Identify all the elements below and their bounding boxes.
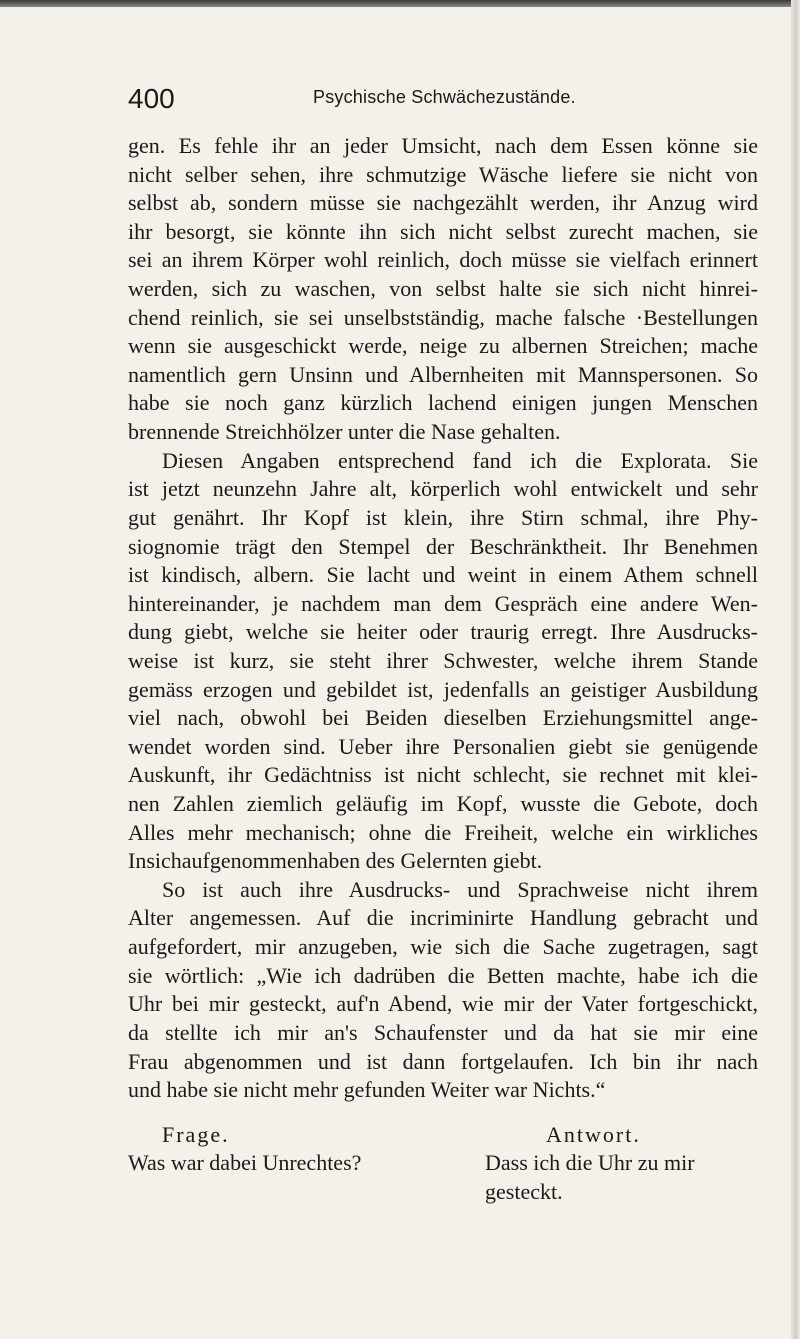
text-line: nen Zahlen ziemlich geläufig im Kopf, wusste die Gebote, doch <box>128 791 758 817</box>
answer-heading: Antwort. <box>546 1121 641 1147</box>
body-text <box>128 132 758 1207</box>
paragraph-start-line: Diesen Angaben entsprechend fand ich die Explorata. Sie <box>162 447 758 473</box>
paragraph-start-line: So ist auch ihre Ausdrucks- und Sprachweise nicht ihrem <box>162 876 758 902</box>
text-line: Auskunft, ihr Gedächtniss ist nicht schlecht, sie rechnet mit klei- <box>128 762 758 788</box>
page-header <box>128 76 758 116</box>
text-line: gut genährt. Ihr Kopf ist klein, ihre Stirn schmal, ihre Phy- <box>128 504 758 530</box>
text-line: Alles mehr mechanisch; ohne die Freiheit, welche ein wirkliches <box>128 819 758 845</box>
question-heading: Frage. <box>162 1121 230 1147</box>
text-line: habe sie noch ganz kürzlich lachend einigen jungen Menschen <box>128 390 758 416</box>
scan-top-edge <box>0 0 800 7</box>
answer-text: Dass ich die Uhr zu mir <box>485 1150 695 1176</box>
text-line: namentlich gern Unsinn und Albernheiten mit Mannspersonen. So <box>128 361 758 387</box>
qa-row <box>128 1149 758 1178</box>
text-line: da stellte ich mir an's Schaufenster und da hat sie mir eine <box>128 1019 758 1045</box>
text-line: ist kindisch, albern. Sie lacht und weint in einem Athem schnell <box>128 562 758 588</box>
scan-right-edge <box>791 0 800 1339</box>
text-line: hintereinander, je nachdem man dem Gespräch eine andere Wen- <box>128 590 758 616</box>
text-line: sie wörtlich: „Wie ich dadrüben die Betten machte, habe ich die <box>128 962 758 988</box>
text-line: viel nach, obwohl bei Beiden dieselben Erziehungsmittel ange- <box>128 705 758 731</box>
text-line: dung giebt, welche sie heiter oder traurig erregt. Ihre Ausdrucks- <box>128 619 758 645</box>
text-line: Frau abgenommen und ist dann fortgelaufen. Ich bin ihr nach <box>128 1048 758 1074</box>
text-line: selbst ab, sondern müsse sie nachgezählt werden, ihr Anzug wird <box>128 190 758 216</box>
text-line: aufgefordert, mir anzugeben, wie sich die Sache zugetragen, sagt <box>128 934 758 960</box>
text-line: nicht selber sehen, ihre schmutzige Wäsche liefere sie nicht von <box>128 161 758 187</box>
text-line: ist jetzt neunzehn Jahre alt, körperlich wohl entwickelt und sehr <box>128 476 758 502</box>
text-line: siognomie trägt den Stempel der Beschränktheit. Ihr Benehmen <box>128 533 758 559</box>
qa-heading-row <box>128 1121 758 1150</box>
text-line: weise ist kurz, sie steht ihrer Schwester, welche ihrem Stande <box>128 647 758 673</box>
answer-text-continued: gesteckt. <box>485 1178 563 1204</box>
text-line: Insichaufgenommenhaben des Gelernten giebt. <box>128 848 543 874</box>
text-line: werden, sich zu waschen, von selbst halte sie sich nicht hinrei- <box>128 276 758 302</box>
text-line: Uhr bei mir gesteckt, auf'n Abend, wie mir der Vater fortgeschickt, <box>128 991 758 1017</box>
text-line: chend reinlich, sie sei unselbstständig, mache falsche ·Bestellungen <box>128 304 758 330</box>
text-line: gen. Es fehle ihr an jeder Umsicht, nach dem Essen könne sie <box>128 133 758 158</box>
text-line: brennende Streichhölzer unter die Nase gehalten. <box>128 419 561 445</box>
page-number: 400 <box>128 83 175 114</box>
question-text: Was war dabei Unrechtes? <box>128 1150 362 1176</box>
text-line: wenn sie ausgeschickt werde, neige zu albernen Streichen; mache <box>128 333 758 359</box>
text-line: und habe sie nicht mehr gefunden Weiter war Nichts.“ <box>128 1077 606 1103</box>
text-line: Alter angemessen. Auf die incriminirte Handlung gebracht und <box>128 905 758 931</box>
text-line: sei an ihrem Körper wohl reinlich, doch müsse sie vielfach erinnert <box>128 247 758 273</box>
text-line: ihr besorgt, sie könnte ihn sich nicht selbst zurecht machen, sie <box>128 218 758 244</box>
running-title: Psychische Schwächezustände. <box>313 87 576 107</box>
qa-row-continuation <box>128 1178 758 1207</box>
text-line: wendet worden sind. Ueber ihre Personalien giebt sie genügende <box>128 733 758 759</box>
text-line: gemäss erzogen und gebildet ist, jedenfalls an geistiger Ausbildung <box>128 676 758 702</box>
